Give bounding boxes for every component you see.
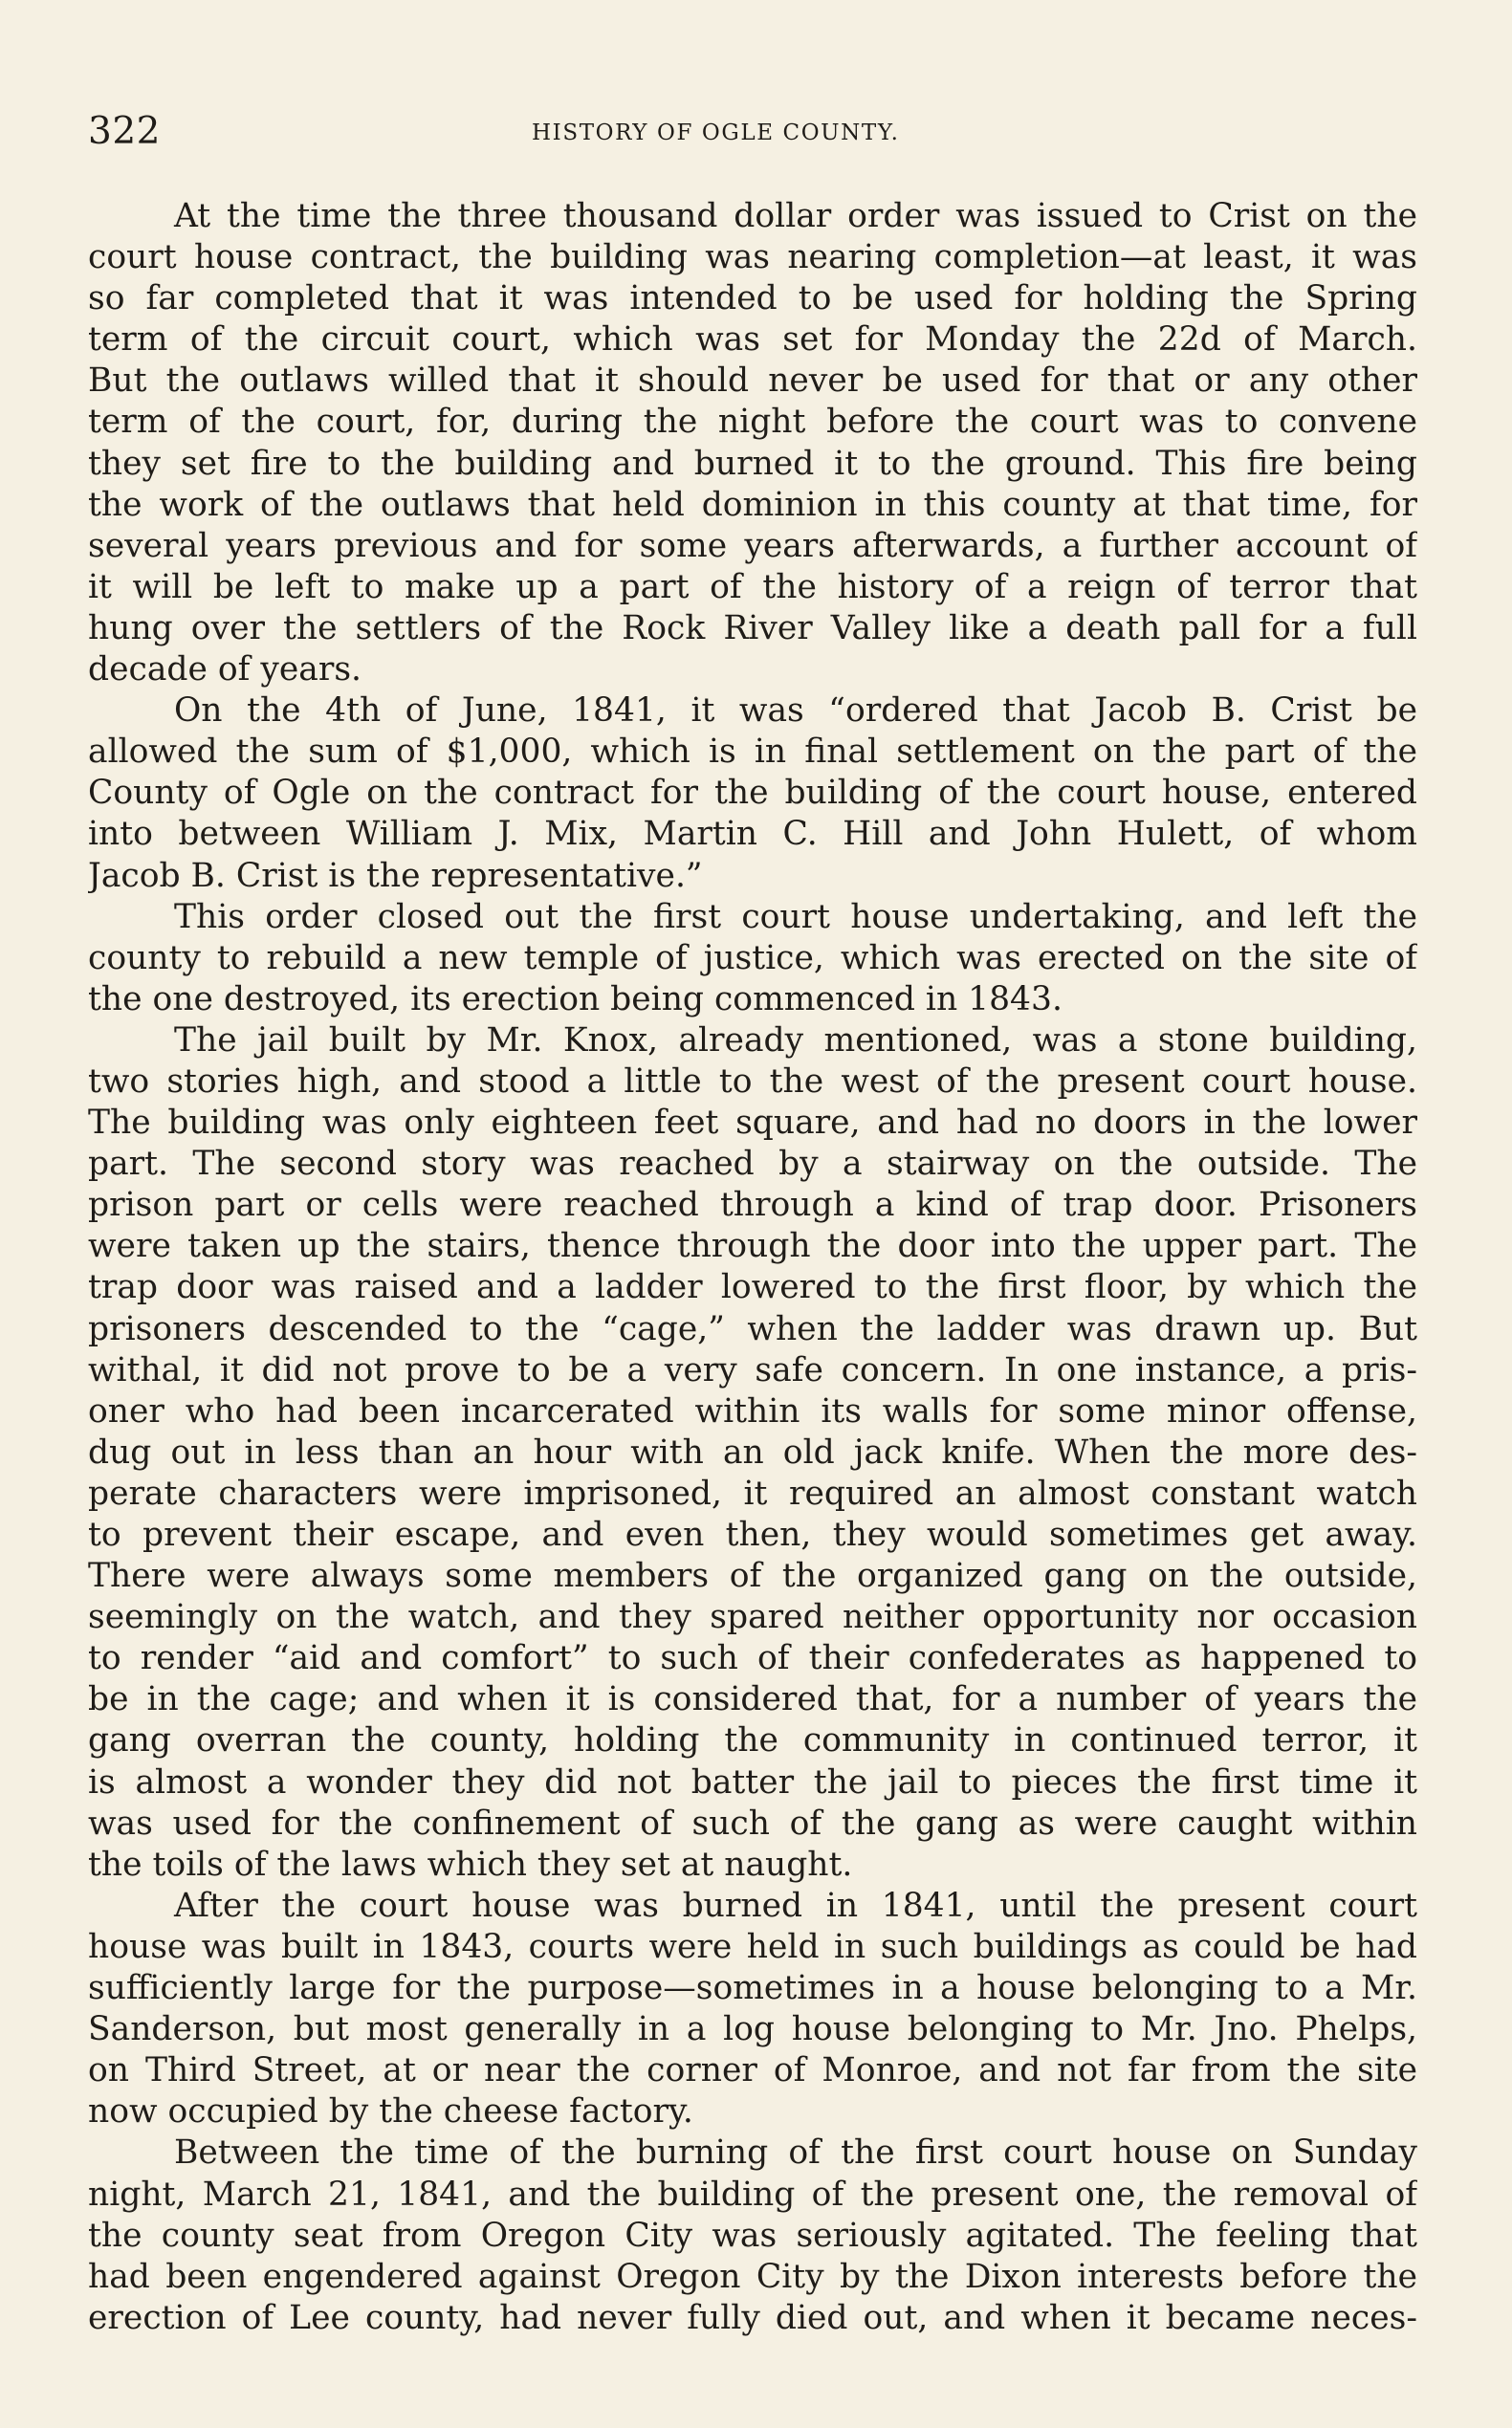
text-line: so far completed that it was intended to be used for holding the Spring — [88, 279, 1417, 318]
text-line: the county seat from Oregon City was seriously agitated. The feeling that — [88, 2216, 1417, 2255]
text-line: they set fire to the building and burned it to the ground. This fire being — [88, 444, 1417, 483]
text-line: county to rebuild a new temple of justice, which was erected on the site of — [88, 938, 1417, 977]
text-line: court house contract, the building was nearing completion—at least, it was — [88, 238, 1417, 277]
text-line: erection of Lee county, had never fully died out, and when it became neces- — [88, 2298, 1417, 2337]
text-line: allowed the sum of $1,000, which is in final settlement on the part of the — [88, 733, 1417, 772]
text-line: term of the circuit court, which was set for Monday the 22d of March. — [88, 320, 1417, 360]
text-line: into between William J. Mix, Martin C. Hill and John Hulett, of whom — [88, 815, 1417, 854]
text-line: The jail built by Mr. Knox, already mentioned, was a stone building, — [174, 1020, 1417, 1060]
body-text — [88, 196, 1417, 2339]
text-line: several years previous and for some years afterwards, a further account of — [88, 526, 1417, 565]
text-line: Between the time of the burning of the first court house on Sunday — [174, 2133, 1417, 2173]
text-line: dug out in less than an hour with an old jack knife. When the more des- — [88, 1433, 1417, 1472]
text-line: was used for the confinement of such of the gang as were caught within — [88, 1804, 1417, 1843]
running-title: HISTORY OF OGLE COUNTY. — [532, 120, 900, 145]
text-line: At the time the three thousand dollar order was issued to Crist on the — [174, 197, 1417, 235]
text-line: part. The second story was reached by a stairway on the outside. The — [88, 1145, 1417, 1184]
text-line: prisoners descended to the “cage,” when the ladder was drawn up. But — [88, 1309, 1417, 1348]
text-line: be in the cage; and when it is considered that, for a number of years the — [88, 1680, 1417, 1719]
text-line: it will be left to make up a part of the history of a reign of terror that — [88, 567, 1417, 606]
running-head — [88, 110, 1427, 170]
text-line: the one destroyed, its erection being commenced in 1843. — [88, 979, 1063, 1018]
text-line: This order closed out the first court house undertaking, and left the — [174, 897, 1417, 936]
text-line: night, March 21, 1841, and the building of the present one, the removal of — [88, 2175, 1417, 2214]
text-line: County of Ogle on the contract for the building of the court house, entered — [88, 774, 1417, 813]
text-line: term of the court, for, during the night before the court was to convene — [88, 403, 1417, 442]
text-line: were taken up the stairs, thence through the door into the upper part. The — [88, 1227, 1417, 1266]
text-line: But the outlaws willed that it should never be used for that or any other — [88, 361, 1417, 401]
text-line: gang overran the county, holding the community in continued terror, it — [88, 1721, 1417, 1761]
text-line: perate characters were imprisoned, it required an almost constant watch — [88, 1474, 1417, 1513]
text-line: had been engendered against Oregon City by the Dixon interests before the — [88, 2257, 1417, 2296]
text-line: oner who had been incarcerated within its walls for some minor offense, — [88, 1391, 1417, 1431]
page-number: 322 — [88, 110, 161, 153]
text-line: seemingly on the watch, and they spared neither opportunity nor occasion — [88, 1598, 1417, 1637]
text-line: on Third Street, at or near the corner of Monroe, and not far from the site — [88, 2051, 1417, 2090]
text-line: There were always some members of the organized gang on the outside, — [88, 1557, 1417, 1596]
text-line: house was built in 1843, courts were held in such buildings as could be had — [88, 1927, 1417, 1966]
text-line: is almost a wonder they did not batter the jail to pieces the first time it — [88, 1762, 1417, 1802]
text-line: trap door was raised and a ladder lowered to the first floor, by which the — [88, 1268, 1417, 1307]
text-line: now occupied by the cheese factory. — [88, 2092, 693, 2132]
text-line: On the 4th of June, 1841, it was “ordered that Jacob B. Crist be — [174, 691, 1417, 731]
text-line: the toils of the laws which they set at naught. — [88, 1845, 853, 1884]
text-line: Jacob B. Crist is the representative.” — [88, 856, 703, 895]
text-line: the work of the outlaws that held dominion in this county at that time, for — [88, 485, 1417, 524]
text-line: two stories high, and stood a little to the west of the present court house. — [88, 1061, 1417, 1101]
text-line: to prevent their escape, and even then, they would sometimes get away. — [88, 1516, 1417, 1554]
text-line: hung over the settlers of the Rock River Valley like a death pall for a full — [88, 608, 1417, 647]
text-line: After the court house was burned in 1841, until the present court — [174, 1886, 1417, 1925]
text-line: Sanderson, but most generally in a log house belonging to Mr. Jno. Phelps, — [88, 2010, 1417, 2049]
text-line: withal, it did not prove to be a very safe concern. In one instance, a pris- — [88, 1350, 1417, 1389]
text-line: The building was only eighteen feet square, and had no doors in the lower — [88, 1104, 1417, 1143]
text-line: to render “aid and comfort” to such of their confederates as happened to — [88, 1639, 1417, 1678]
text-line: prison part or cells were reached through a kind of trap door. Prisoners — [88, 1186, 1417, 1225]
text-line: sufficiently large for the purpose—sometimes in a house belonging to a Mr. — [88, 1969, 1417, 2008]
text-line: decade of years. — [88, 650, 362, 689]
